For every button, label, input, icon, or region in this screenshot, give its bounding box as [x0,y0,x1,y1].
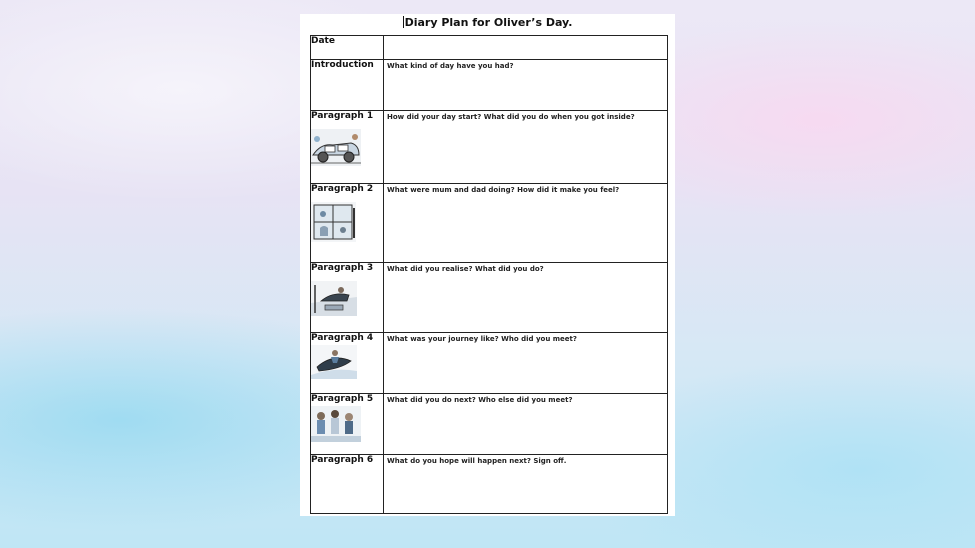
row-prompt [384,36,667,38]
response-cell[interactable] [384,455,668,514]
response-cell[interactable] [384,111,668,184]
response-cell[interactable] [384,36,668,60]
slide-scene-illustration [311,345,357,379]
row-label: Introduction [311,60,374,70]
diary-plan-sheet [300,14,675,516]
row-label-cell [311,455,384,514]
row-label: Paragraph 2 [311,184,374,194]
row-label-cell [311,60,384,111]
table-row-paragraph-4 [311,333,668,394]
table-row-paragraph-6 [311,455,668,514]
table-row-paragraph-3 [311,263,668,333]
row-label-cell [311,111,384,184]
row-prompt: What did you realise? What did you do? [387,265,544,273]
table-row-paragraph-1 [311,111,668,184]
response-cell[interactable] [384,394,668,455]
row-label-cell [311,184,384,263]
row-label: Paragraph 1 [311,111,374,121]
row-label: Paragraph 3 [311,263,374,273]
row-prompt: What do you hope will happen next? Sign off. [387,457,567,465]
response-cell[interactable] [384,333,668,394]
row-label-cell [311,394,384,455]
response-cell[interactable] [384,263,668,333]
row-label: Paragraph 6 [311,455,374,465]
row-prompt: What were mum and dad doing? How did it make you feel? [387,186,620,194]
diary-plan-table [310,35,668,514]
table-row-introduction [311,60,668,111]
page-title-text: Diary Plan for Oliver’s Day. [404,16,573,29]
response-cell[interactable] [384,184,668,263]
car-scene-illustration [311,129,361,166]
row-label-cell [311,263,384,333]
row-label-cell [311,36,384,60]
table-row-paragraph-5 [311,394,668,455]
row-label: Paragraph 4 [311,333,374,343]
row-prompt: What kind of day have you had? [387,62,514,70]
sled-scene-illustration [311,281,357,316]
response-cell[interactable] [384,60,668,111]
table-row-paragraph-2 [311,184,668,263]
table-row-date [311,36,668,60]
row-prompt: How did your day start? What did you do when you got inside? [387,113,635,121]
row-label-cell [311,333,384,394]
row-prompt: What did you do next? Who else did you meet? [387,396,573,404]
row-label: Paragraph 5 [311,394,374,404]
row-prompt: What was your journey like? Who did you meet? [387,335,577,343]
page-title [300,16,675,29]
window-scene-illustration [311,202,356,242]
group-scene-illustration [311,406,361,442]
row-label: Date [311,36,335,46]
text-cursor [403,16,404,28]
